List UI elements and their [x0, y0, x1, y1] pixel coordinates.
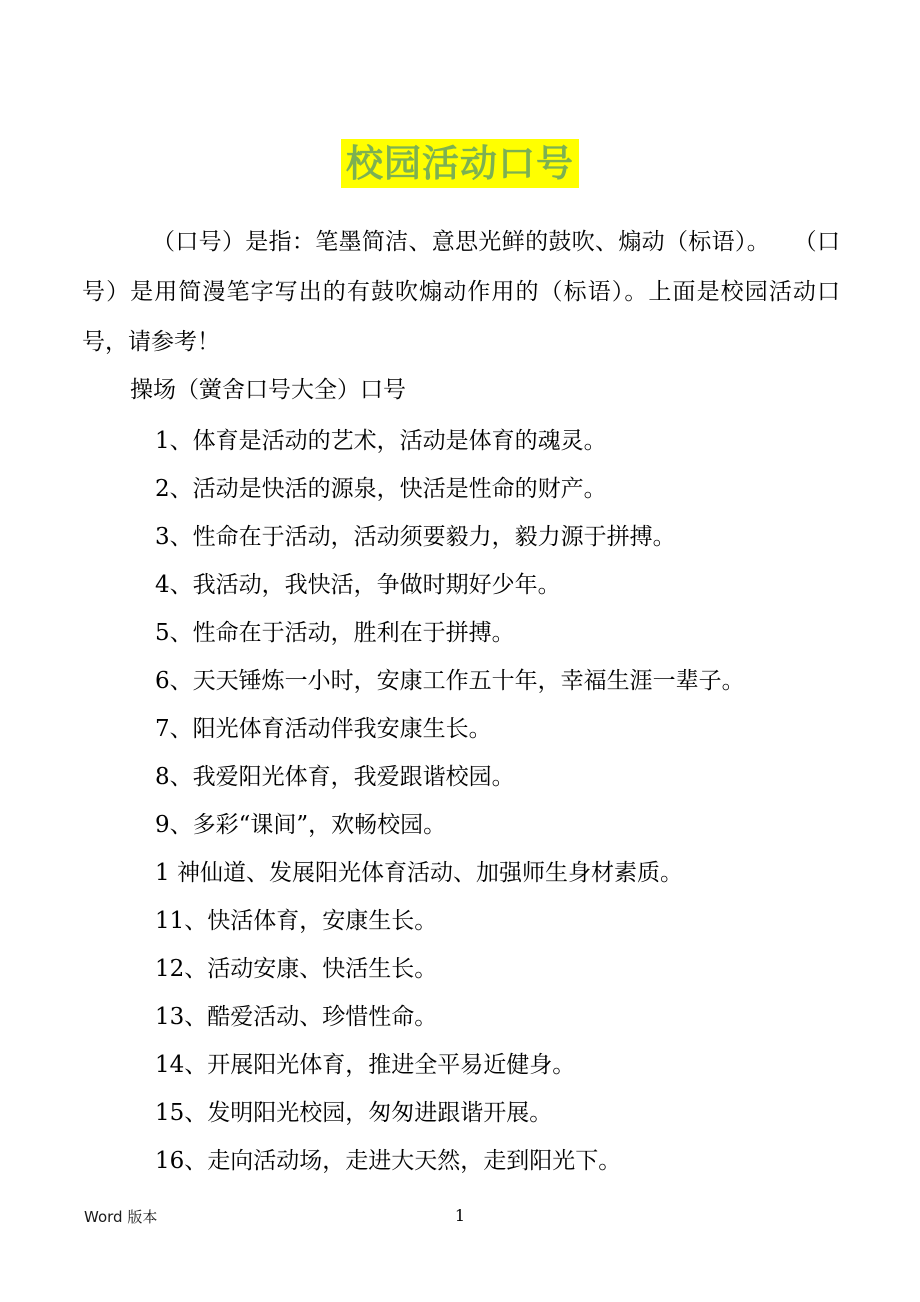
- slogan-item: 2、活动是快活的源泉，快活是性命的财产。: [155, 476, 607, 502]
- slogan-item: 5、性命在于活动，胜利在于拼搏。: [155, 620, 515, 646]
- footer-page-number: 1: [454, 1206, 466, 1225]
- page-footer: [0, 1206, 920, 1230]
- slogan-item: 8、我爱阳光体育，我爱跟谐校园。: [155, 764, 515, 790]
- intro-paragraph: （口号）是指：笔墨简洁、意思光鲜的鼓吹、煽动（标语）。 （口号）是用简漫笔字写出的有鼓吹煽动作用的（标语）。上面是校园活动口号，请参考！: [82, 229, 840, 355]
- slogan-item: 6、天天锤炼一小时，安康工作五十年，幸福生涯一辈子。: [155, 668, 745, 694]
- document-title-highlighted-text: 校园活动口号: [341, 139, 579, 188]
- slogan-item: 16、走向活动场，走进大天然，走到阳光下。: [155, 1148, 622, 1174]
- slogan-item: 12、活动安康、快活生长。: [155, 956, 438, 982]
- slogan-item: 11、快活体育，安康生长。: [155, 908, 438, 934]
- slogan-item: 4、我活动，我快活，争做时期好少年。: [155, 572, 561, 598]
- slogan-list: [82, 417, 840, 1185]
- footer-word-version-label: Word 版本: [84, 1208, 158, 1226]
- section-heading: 操场（黉舍口号大全）口号: [130, 377, 406, 403]
- slogan-item: 3、性命在于活动，活动须要毅力，毅力源于拼搏。: [155, 524, 676, 550]
- slogan-item: 1 神仙道、发展阳光体育活动、加强师生身材素质。: [155, 860, 683, 886]
- slogan-item: 13、酷爱活动、珍惜性命。: [155, 1004, 438, 1030]
- slogan-item: 1、体育是活动的艺术，活动是体育的魂灵。: [155, 428, 607, 454]
- slogan-item: 7、阳光体育活动伴我安康生长。: [155, 716, 492, 742]
- slogan-item: 9、多彩“课间”，欢畅校园。: [155, 812, 447, 838]
- document-title: [0, 139, 920, 188]
- slogan-item: 14、开展阳光体育，推进全平易近健身。: [155, 1052, 576, 1078]
- slogan-item: 15、发明阳光校园，匆匆进跟谐开展。: [155, 1100, 553, 1126]
